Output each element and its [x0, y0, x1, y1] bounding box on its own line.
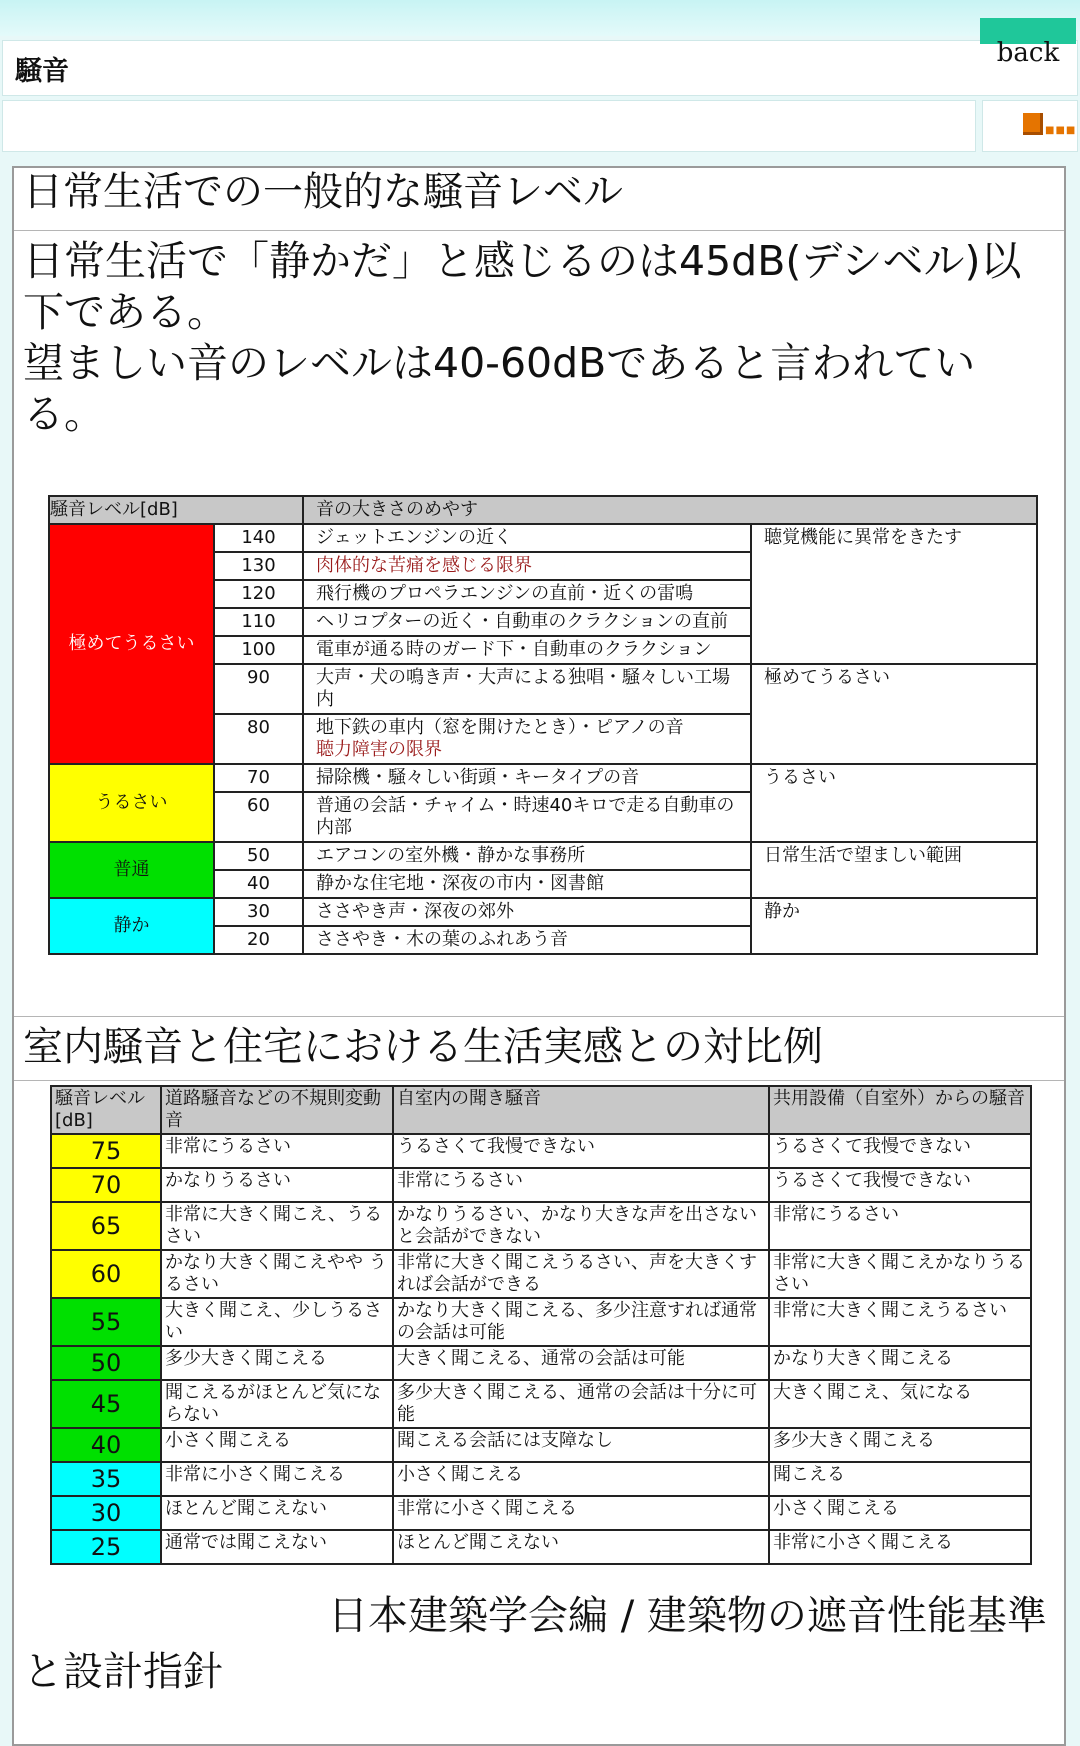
- table-header-row: [49, 496, 1037, 524]
- road-cell: かなりうるさい: [161, 1168, 393, 1202]
- table-header-row: [51, 1086, 1031, 1134]
- room-cell: 非常にうるさい: [393, 1168, 769, 1202]
- guide-text: 地下鉄の車内（窓を開けたとき）・ピアノの音: [316, 717, 684, 738]
- header-shared: 共用設備（自室外）からの騒音: [769, 1086, 1031, 1134]
- db-cell: 60: [51, 1250, 161, 1298]
- guide-cell: 掃除機・騒々しい街頭・キータイプの音: [303, 764, 751, 792]
- table-row: [49, 524, 1037, 552]
- db-cell: 100: [214, 636, 303, 664]
- db-cell: 40: [214, 870, 303, 898]
- effect-cell: 日常生活で望ましい範囲: [751, 842, 1037, 898]
- intro-line-2: 望ましい音のレベルは40-60dBであると言われている。: [23, 339, 976, 438]
- guide-text-limit: 聴力障害の限界: [316, 739, 443, 760]
- guide-cell: ささやき・木の葉のふれあう音: [303, 926, 751, 954]
- room-cell: 多少大きく聞こえる、通常の会話は十分に可能: [393, 1380, 769, 1428]
- category-loud: うるさい: [49, 764, 214, 842]
- table-row: [51, 1428, 1031, 1462]
- shared-cell: かなり大きく聞こえる: [769, 1346, 1031, 1380]
- header-road: 道路騒音などの不規則変動音: [161, 1086, 393, 1134]
- db-cell: 35: [51, 1462, 161, 1496]
- db-cell: 70: [51, 1168, 161, 1202]
- db-cell: 50: [214, 842, 303, 870]
- table-row: [51, 1380, 1031, 1428]
- guide-cell: ヘリコプターの近く・自動車のクラクションの直前: [303, 608, 751, 636]
- guide-cell: [303, 714, 751, 764]
- db-cell: 120: [214, 580, 303, 608]
- room-cell: うるさくて我慢できない: [393, 1134, 769, 1168]
- guide-cell: ささやき声・深夜の郊外: [303, 898, 751, 926]
- living-comparison-table: [50, 1085, 1032, 1565]
- db-cell: 60: [214, 792, 303, 842]
- db-cell: 90: [214, 664, 303, 714]
- road-cell: 通常では聞こえない: [161, 1530, 393, 1564]
- road-cell: 大きく聞こえ、少しうるさい: [161, 1298, 393, 1346]
- category-normal: 普通: [49, 842, 214, 898]
- source-credit: [23, 1588, 1053, 1700]
- shared-cell: 非常にうるさい: [769, 1202, 1031, 1250]
- header-level: 騒音レベル[dB]: [51, 1086, 161, 1134]
- road-cell: 聞こえるがほとんど気にならない: [161, 1380, 393, 1428]
- db-cell: 50: [51, 1346, 161, 1380]
- content-card: [12, 166, 1066, 1746]
- road-cell: 小さく聞こえる: [161, 1428, 393, 1462]
- top-band: [0, 0, 1080, 36]
- shared-cell: うるさくて我慢できない: [769, 1134, 1031, 1168]
- title-bar: [2, 40, 1078, 96]
- intro-line-1: 日常生活で「静かだ」と感じるのは45dB(デシベル)以下である。: [23, 237, 1022, 336]
- effect-cell: 聴覚機能に異常をきたす: [751, 524, 1037, 664]
- back-button-area[interactable]: [980, 18, 1076, 74]
- divider: [14, 230, 1064, 231]
- table-row: [51, 1134, 1031, 1168]
- effect-cell: 極めてうるさい: [751, 664, 1037, 764]
- db-cell: 20: [214, 926, 303, 954]
- header-room: 自室内の聞き騒音: [393, 1086, 769, 1134]
- guide-cell: 電車が通る時のガード下・自動車のクラクション: [303, 636, 751, 664]
- guide-cell: 大声・犬の鳴き声・大声による独唱・騒々しい工場内: [303, 664, 751, 714]
- effect-cell: 静か: [751, 898, 1037, 954]
- room-cell: かなり大きく聞こえる、多少注意すれば通常の会話は可能: [393, 1298, 769, 1346]
- source-credit-text: 日本建築学会編 / 建築物の遮音性能基準と設計指針: [23, 1593, 1047, 1695]
- db-cell: 70: [214, 764, 303, 792]
- room-cell: 大きく聞こえる、通常の会話は可能: [393, 1346, 769, 1380]
- shared-cell: 非常に小さく聞こえる: [769, 1530, 1031, 1564]
- db-cell: 130: [214, 552, 303, 580]
- shared-cell: うるさくて我慢できない: [769, 1168, 1031, 1202]
- db-cell: 40: [51, 1428, 161, 1462]
- section1-heading: 日常生活での一般的な騒音レベル: [23, 169, 623, 215]
- table-row: [51, 1462, 1031, 1496]
- db-cell: 30: [214, 898, 303, 926]
- divider: [14, 1080, 1064, 1081]
- category-very-loud: 極めてうるさい: [49, 524, 214, 764]
- road-cell: かなり大きく聞こえやや うるさい: [161, 1250, 393, 1298]
- subheader-bar: [2, 100, 976, 152]
- table-row: [51, 1346, 1031, 1380]
- table-row: [51, 1250, 1031, 1298]
- table-row: [49, 764, 1037, 792]
- road-cell: 非常に大きく聞こえ、うるさい: [161, 1202, 393, 1250]
- shared-cell: 多少大きく聞こえる: [769, 1428, 1031, 1462]
- guide-cell: ジェットエンジンの近く: [303, 524, 751, 552]
- guide-cell: 飛行機のプロペラエンジンの直前・近くの雷鳴: [303, 580, 751, 608]
- shared-cell: 大きく聞こえ、気になる: [769, 1380, 1031, 1428]
- header-guide: 音の大きさのめやす: [303, 496, 1037, 524]
- table-row: [49, 842, 1037, 870]
- menu-icon[interactable]: [1023, 113, 1043, 135]
- table-row: [51, 1202, 1031, 1250]
- back-button[interactable]: back: [996, 38, 1060, 68]
- db-cell: 75: [51, 1134, 161, 1168]
- db-cell: 30: [51, 1496, 161, 1530]
- room-cell: ほとんど聞こえない: [393, 1530, 769, 1564]
- shared-cell: 小さく聞こえる: [769, 1496, 1031, 1530]
- db-cell: 55: [51, 1298, 161, 1346]
- shared-cell: 聞こえる: [769, 1462, 1031, 1496]
- section2-heading: 室内騒音と住宅における生活実感との対比例: [14, 1016, 1064, 1076]
- room-cell: かなりうるさい、かなり大きな声を出さないと会話ができない: [393, 1202, 769, 1250]
- shared-cell: 非常に大きく聞こえかなりうるさい: [769, 1250, 1031, 1298]
- header-level: 騒音レベル[dB]: [49, 496, 303, 524]
- guide-cell: 肉体的な苦痛を感じる限界: [303, 552, 751, 580]
- db-cell: 80: [214, 714, 303, 764]
- room-cell: 聞こえる会話には支障なし: [393, 1428, 769, 1462]
- table-row: [51, 1530, 1031, 1564]
- table-row: [49, 898, 1037, 926]
- db-cell: 45: [51, 1380, 161, 1428]
- category-quiet: 静か: [49, 898, 214, 954]
- section1-intro: [23, 236, 1053, 440]
- table-row: [51, 1298, 1031, 1346]
- road-cell: 非常に小さく聞こえる: [161, 1462, 393, 1496]
- db-cell: 25: [51, 1530, 161, 1564]
- page-title: 騒音: [15, 56, 69, 87]
- guide-cell: エアコンの室外機・静かな事務所: [303, 842, 751, 870]
- guide-cell: 静かな住宅地・深夜の市内・図書館: [303, 870, 751, 898]
- db-cell: 65: [51, 1202, 161, 1250]
- guide-cell: 普通の会話・チャイム・時速40キロで走る自動車の内部: [303, 792, 751, 842]
- room-cell: 小さく聞こえる: [393, 1462, 769, 1496]
- room-cell: 非常に小さく聞こえる: [393, 1496, 769, 1530]
- room-cell: 非常に大きく聞こえうるさい、声を大きくすれば会話ができる: [393, 1250, 769, 1298]
- noise-level-table: [48, 495, 1038, 955]
- road-cell: 非常にうるさい: [161, 1134, 393, 1168]
- shared-cell: 非常に大きく聞こえうるさい: [769, 1298, 1031, 1346]
- road-cell: 多少大きく聞こえる: [161, 1346, 393, 1380]
- table-row: [51, 1496, 1031, 1530]
- table-row: [51, 1168, 1031, 1202]
- effect-cell: うるさい: [751, 764, 1037, 842]
- menu-button[interactable]: [982, 100, 1078, 152]
- road-cell: ほとんど聞こえない: [161, 1496, 393, 1530]
- db-cell: 140: [214, 524, 303, 552]
- more-dots-icon[interactable]: ■■■: [1045, 125, 1077, 136]
- db-cell: 110: [214, 608, 303, 636]
